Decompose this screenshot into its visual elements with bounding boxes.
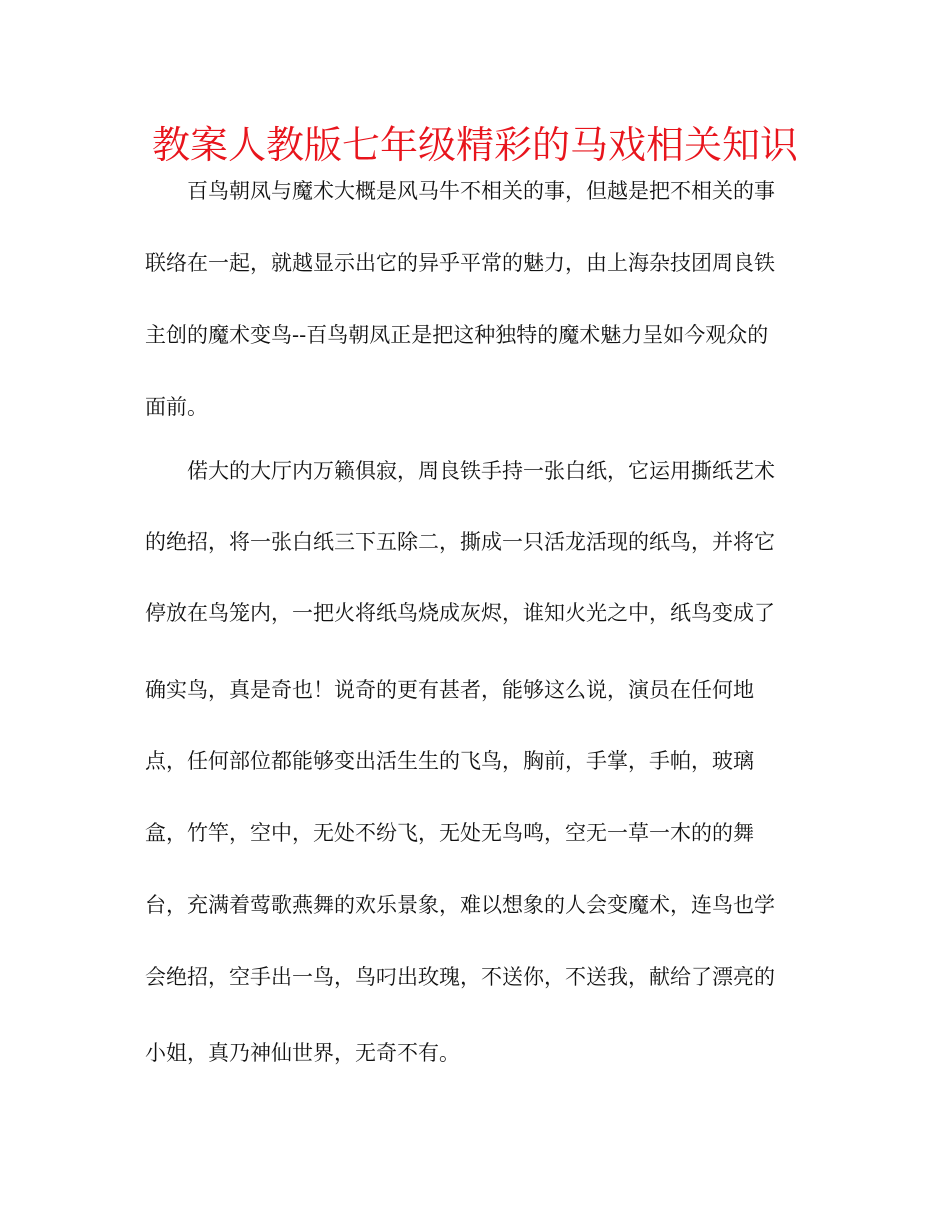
paragraph-line: 百鸟朝凤与魔术大概是风马牛不相关的事，但越是把不相关的事 [187, 179, 775, 203]
paragraph-line: 面前。 [145, 395, 208, 419]
paragraph-line: 小姐，真乃神仙世界，无奇不有。 [145, 1041, 460, 1065]
paragraph-line: 会绝招，空手出一鸟，鸟叼出玫瑰，不送你，不送我，献给了漂亮的 [145, 965, 775, 989]
paragraph-line: 偌大的大厅内万籁俱寂，周良铁手持一张白纸，它运用撕纸艺术 [187, 459, 775, 483]
document-title: 教案人教版七年级精彩的马戏相关知识 [151, 123, 798, 167]
paragraph-line: 盒，竹竿，空中，无处不纷飞，无处无鸟鸣，空无一草一木的的舞 [145, 821, 754, 845]
paragraph-line: 主创的魔术变鸟--百鸟朝凤正是把这种独特的魔术魅力呈如今观众的 [145, 323, 769, 347]
paragraph-line: 台，充满着莺歌燕舞的欢乐景象，难以想象的人会变魔术，连鸟也学 [145, 893, 775, 917]
paragraph-line: 停放在鸟笼内，一把火将纸鸟烧成灰烬，谁知火光之中，纸鸟变成了 [145, 601, 775, 625]
paragraph-line: 确实鸟，真是奇也！说奇的更有甚者，能够这么说，演员在任何地 [145, 678, 754, 702]
paragraph-line: 联络在一起，就越显示出它的异乎平常的魅力，由上海杂技团周良铁 [145, 251, 775, 275]
paragraph-line: 点，任何部位都能够变出活生生的飞鸟，胸前，手掌，手帕，玻璃 [145, 749, 754, 773]
paragraph-line: 的绝招，将一张白纸三下五除二，撕成一只活龙活现的纸鸟，并将它 [145, 530, 775, 554]
